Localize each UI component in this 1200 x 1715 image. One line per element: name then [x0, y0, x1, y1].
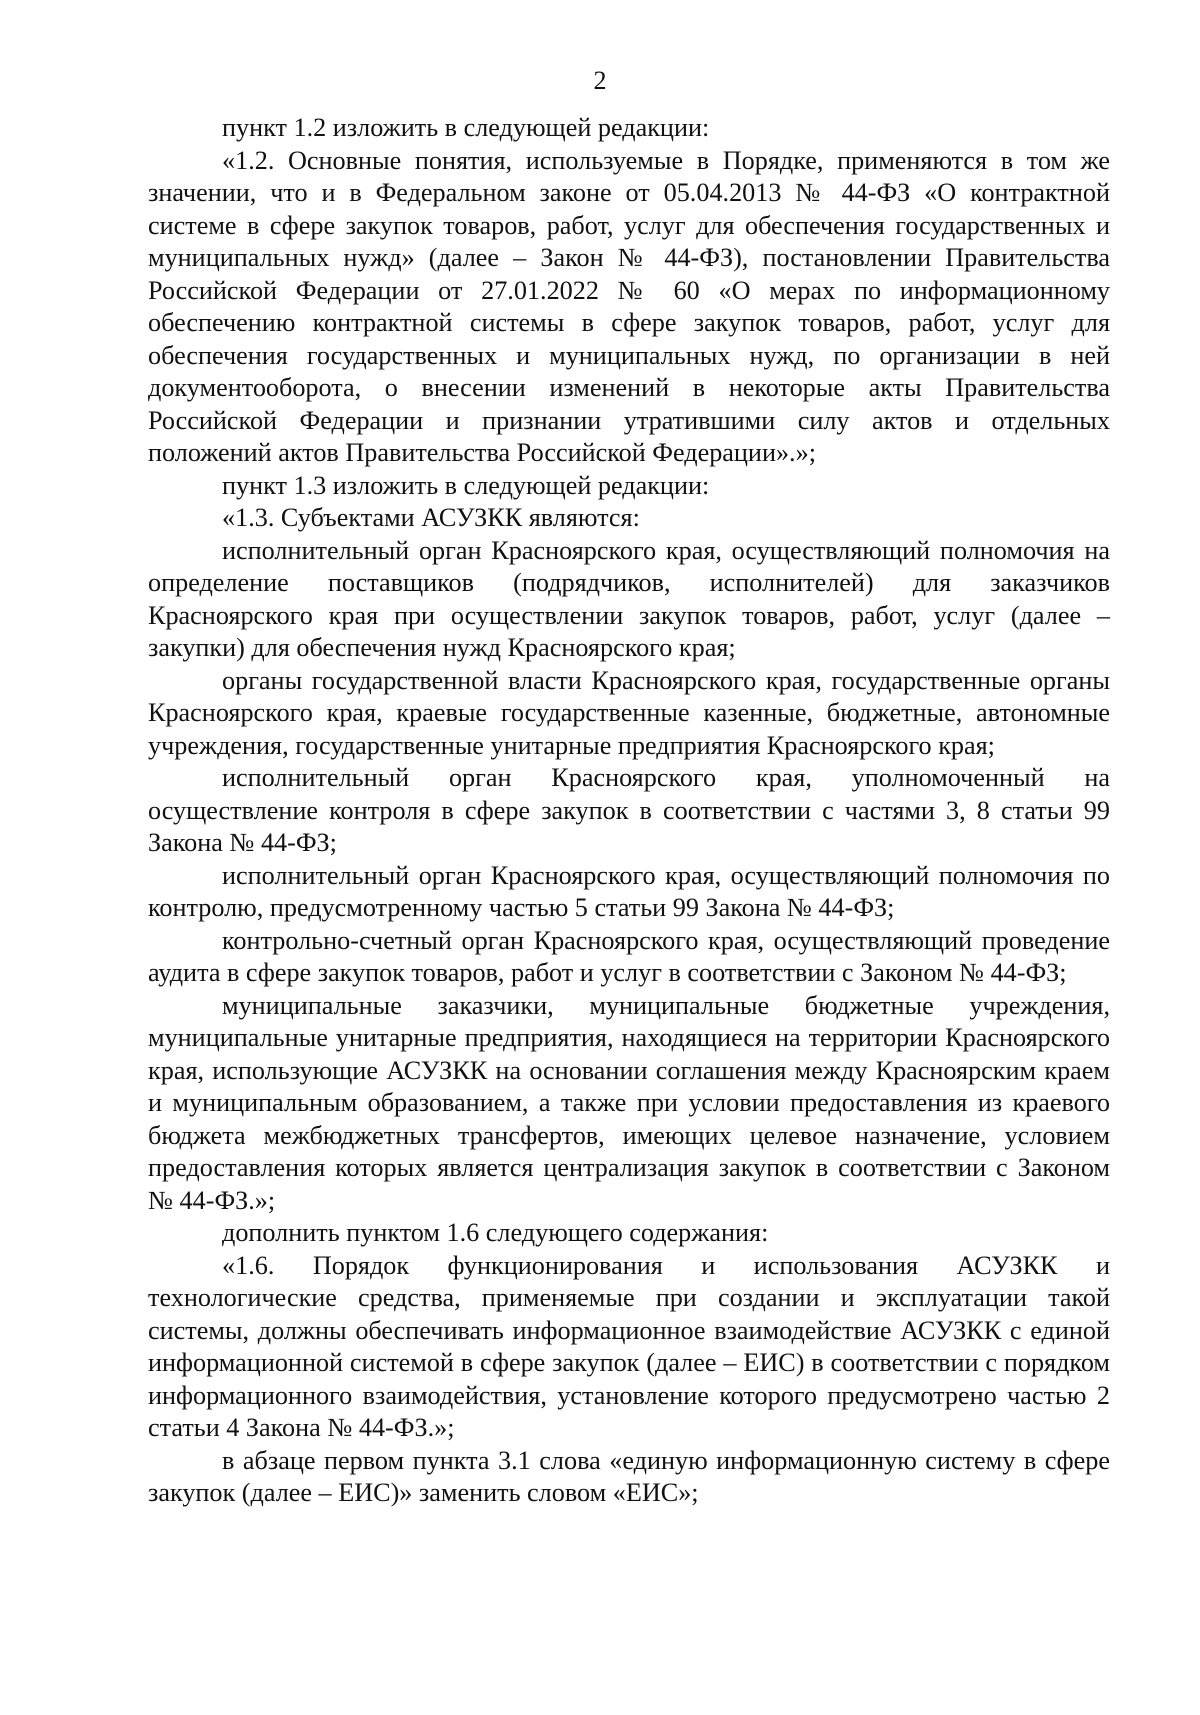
- paragraph-5: исполнительный орган Красноярского края, осуществляющий полномочия на определение поставщиков (подрядчиков, исполнителей) для заказчиков Красноярского края при осуществлении закупок товаров, работ, услуг (далее – закупки) для обеспечения нужд Красноярского края;: [148, 535, 1110, 662]
- document-body: [148, 112, 1110, 1510]
- paragraph-12: «1.6. Порядок функционирования и использования АСУЗКК и технологические средства, применяемые при создании и эксплуатации такой системы, должны обеспечивать информационное взаимодействие АСУЗКК с единой информационной системой в сфере закупок (далее – ЕИС) в соответствии с порядком информационного взаимодействия, установление которого предусмотрено частью 2 статьи 4 Закона № 44-ФЗ.»;: [148, 1250, 1110, 1442]
- paragraph-13: в абзаце первом пункта 3.1 слова «единую информационную систему в сфере закупок (далее – ЕИС)» заменить словом «ЕИС»;: [148, 1445, 1110, 1507]
- paragraph-9: контрольно-счетный орган Красноярского края, осуществляющий проведение аудита в сфере закупок товаров, работ и услуг в соответствии с Законом № 44-ФЗ;: [148, 925, 1110, 987]
- paragraph-4: «1.3. Субъектами АСУЗКК являются:: [222, 503, 640, 532]
- paragraph-2: «1.2. Основные понятия, используемые в Порядке, применяются в том же значении, что и в Федеральном законе от 05.04.2013 № 44-ФЗ «О контрактной системе в сфере закупок товаров, работ, услуг для обеспечения государственных и муниципальных нужд» (далее – Закон № 44-ФЗ), постановлении Правительства Российской Федерации от 27.01.2022 № 60 «О мерах по информационному обеспечению контрактной системы в сфере закупок товаров, работ, услуг для обеспечения государственных и муниципальных нужд, по организации в ней документооборота, о внесении изменений в некоторые акты Правительства Российской Федерации и признании утратившими силу актов и отдельных положений актов Правительства Российской Федерации».»;: [148, 145, 1110, 467]
- paragraph-1: пункт 1.2 изложить в следующей редакции:: [222, 113, 710, 142]
- paragraph-6: органы государственной власти Красноярского края, государственные органы Красноярского края, краевые государственные казенные, бюджетные, автономные учреждения, государственные унитарные предприятия Красноярского края;: [148, 665, 1110, 760]
- paragraph-8: исполнительный орган Красноярского края, осуществляющий полномочия по контролю, предусмотренному частью 5 статьи 99 Закона № 44-ФЗ;: [148, 860, 1110, 922]
- paragraph-3: пункт 1.3 изложить в следующей редакции:: [222, 470, 710, 500]
- paragraph-7: исполнительный орган Красноярского края, уполномоченный на осуществление контроля в сфере закупок в соответствии с частями 3, 8 статьи 99 Закона № 44-ФЗ;: [148, 763, 1110, 857]
- paragraph-11: дополнить пунктом 1.6 следующего содержания:: [222, 1218, 769, 1247]
- paragraph-10: муниципальные заказчики, муниципальные бюджетные учреждения, муниципальные унитарные предприятия, находящиеся на территории Красноярского края, использующие АСУЗКК на основании соглашения между Красноярским краем и муниципальным образованием, а также при условии предоставления из краевого бюджета межбюджетных трансфертов, имеющих целевое назначение, условием предоставления которых является централизация закупок в соответствии с Законом № 44-ФЗ.»;: [148, 990, 1110, 1215]
- page-number: 2: [593, 66, 607, 95]
